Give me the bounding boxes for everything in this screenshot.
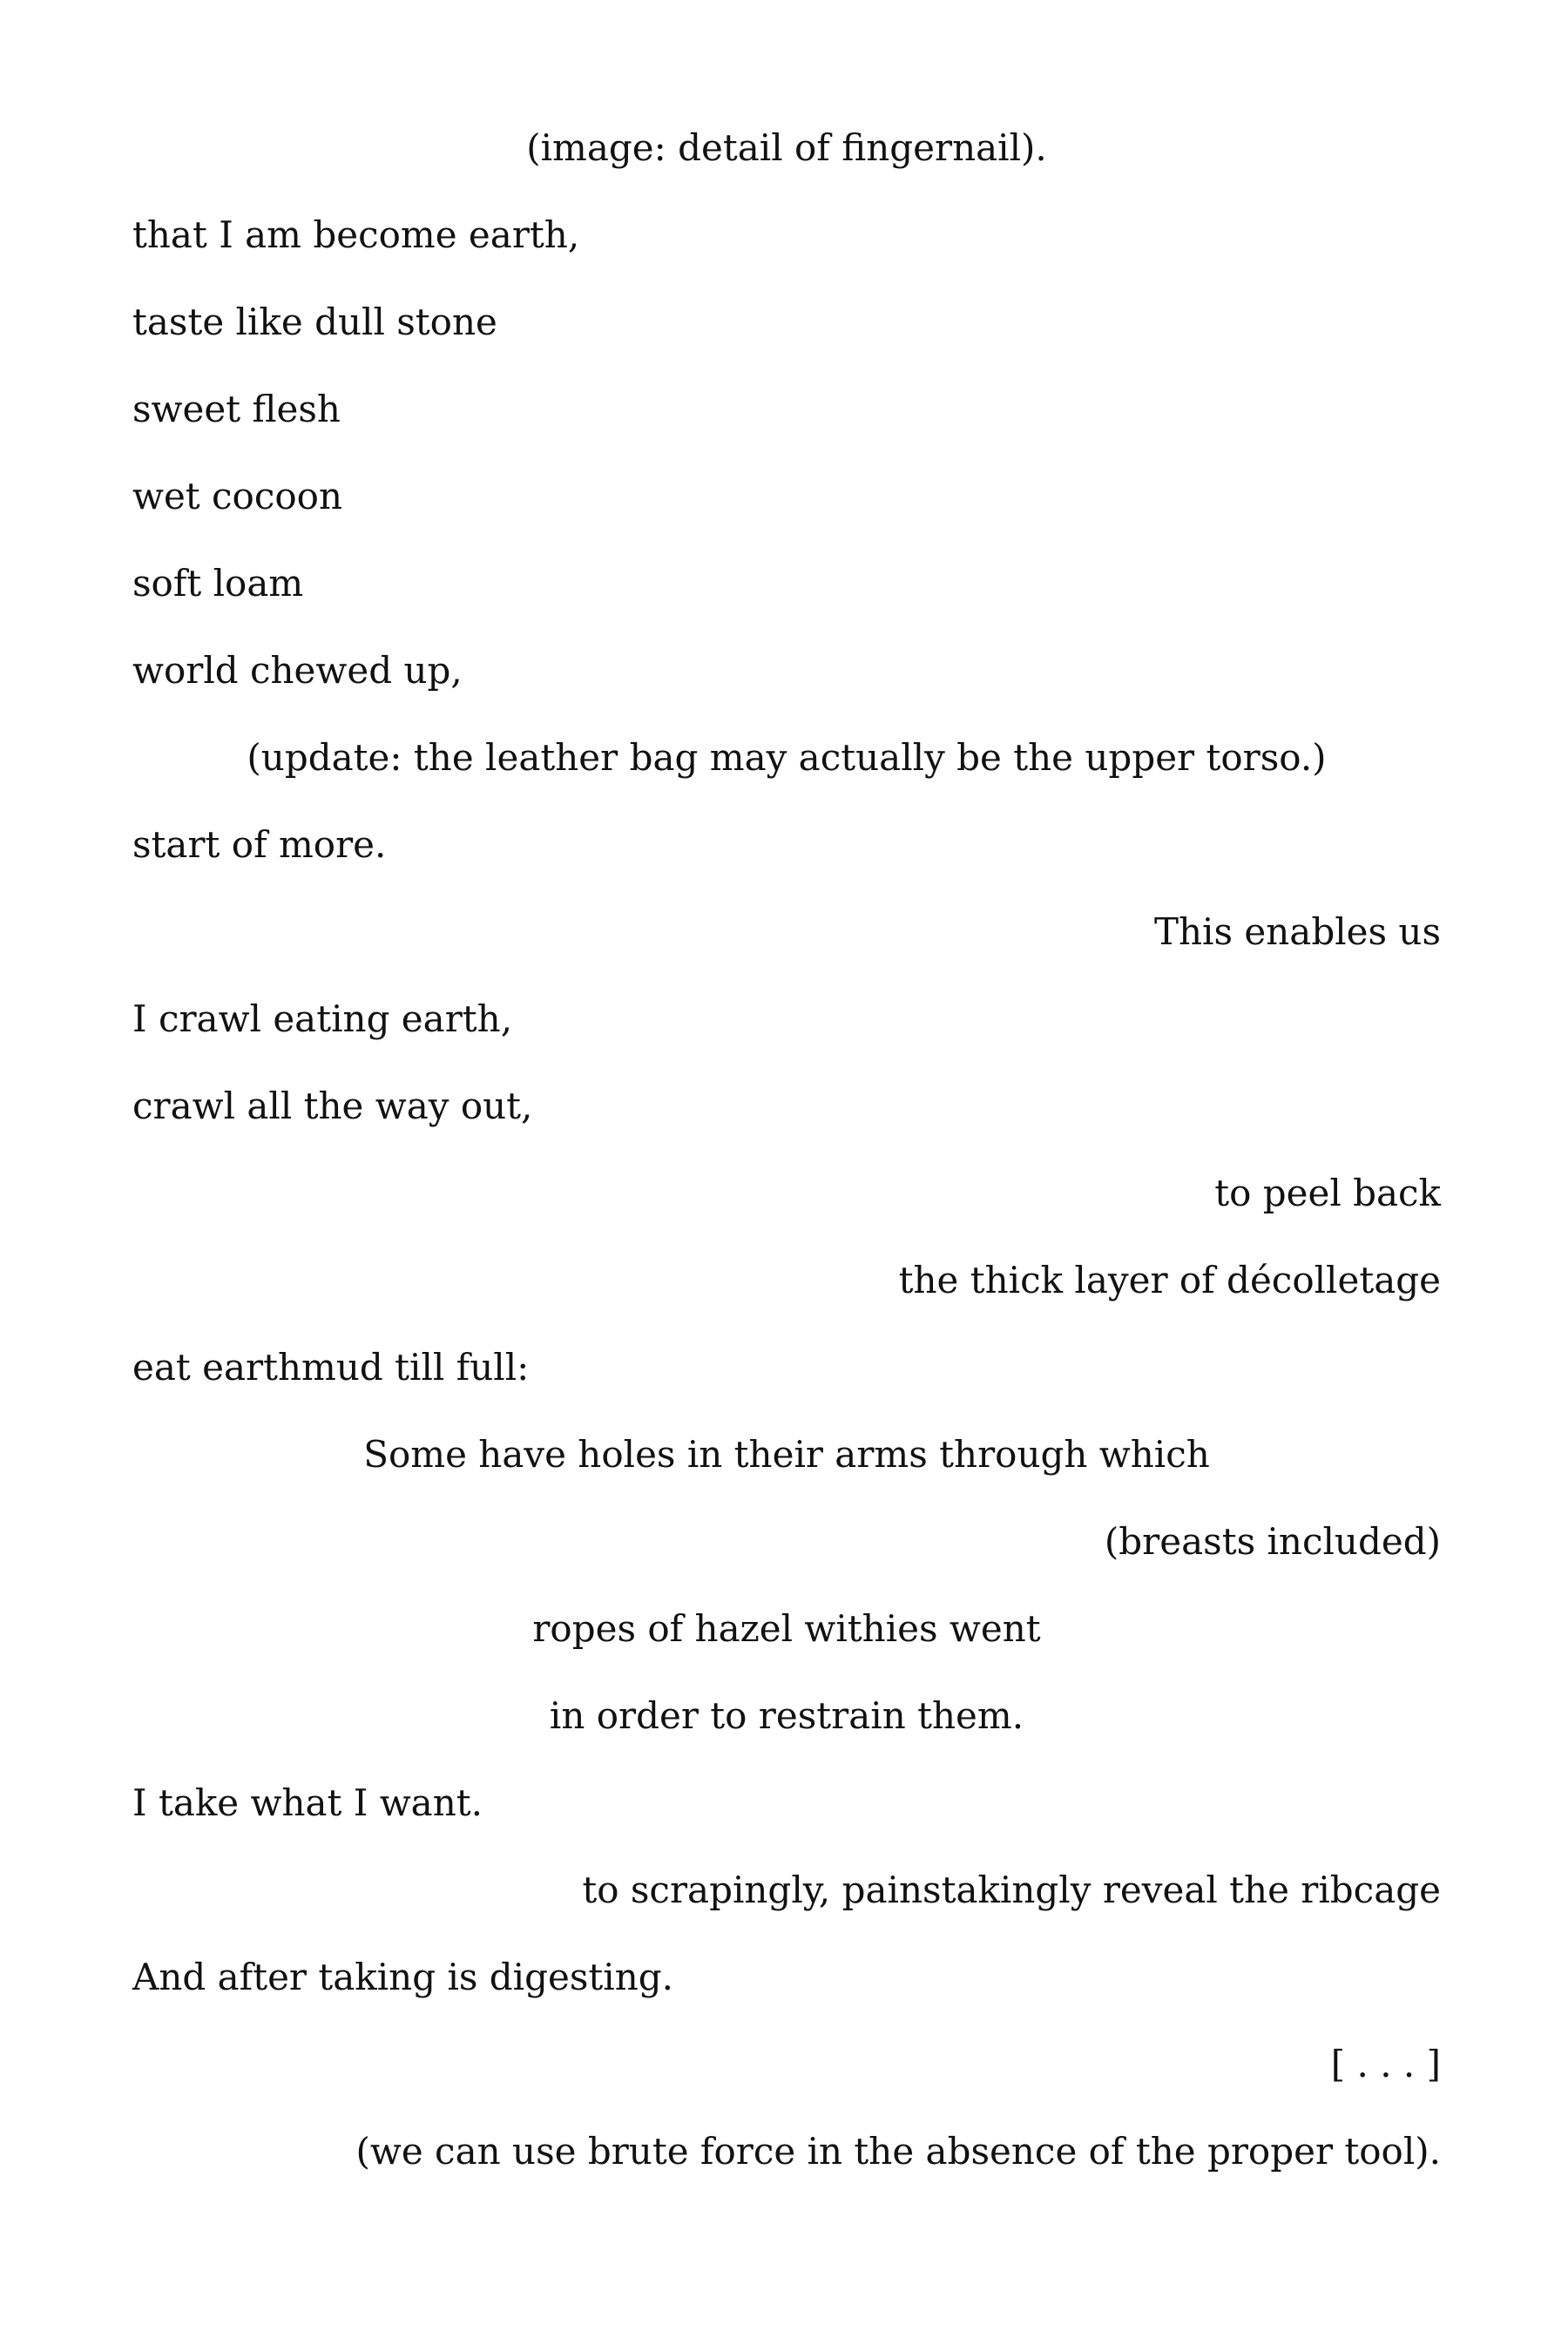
poem-line-2: that I am become earth, bbox=[132, 213, 580, 256]
poem-line-4: sweet flesh bbox=[132, 388, 341, 430]
poem-line-13: to peel back bbox=[1214, 1172, 1441, 1214]
poem-line-9: start of more. bbox=[132, 823, 387, 866]
poem-line-8: (update: the leather bag may actually be the upper torso.) bbox=[247, 736, 1327, 779]
poem-line-7: world chewed up, bbox=[132, 649, 463, 692]
poem-line-22: And after taking is digesting. bbox=[132, 1956, 673, 1998]
poem-line-20: I take what I want. bbox=[132, 1781, 483, 1824]
poem-line-21: to scrapingly, painstakingly reveal the ribcage bbox=[582, 1869, 1441, 1911]
poem-line-3: taste like dull stone bbox=[132, 301, 497, 343]
poem-line-1: (image: detail of fingernail). bbox=[526, 126, 1047, 169]
poem-line-10: This enables us bbox=[1153, 910, 1441, 953]
poem-line-24: (we can use brute force in the absence of the proper tool). bbox=[355, 2130, 1441, 2173]
poem-line-5: wet cocoon bbox=[132, 475, 342, 517]
poem-line-18: ropes of hazel withies went bbox=[532, 1607, 1041, 1650]
poem-line-17: (breasts included) bbox=[1104, 1520, 1441, 1563]
poem-line-6: soft loam bbox=[132, 562, 304, 605]
poem-line-15: eat earthmud till full: bbox=[132, 1346, 530, 1389]
poem-line-11: I crawl eating earth, bbox=[132, 997, 513, 1040]
poem-line-16: Some have holes in their arms through which bbox=[363, 1433, 1210, 1476]
poem-line-12: crawl all the way out, bbox=[132, 1085, 533, 1127]
poem-line-19: in order to restrain them. bbox=[549, 1694, 1024, 1737]
poem-line-23: [ . . . ] bbox=[1330, 2043, 1441, 2085]
poem-line-14: the thick layer of décolletage bbox=[898, 1259, 1441, 1301]
